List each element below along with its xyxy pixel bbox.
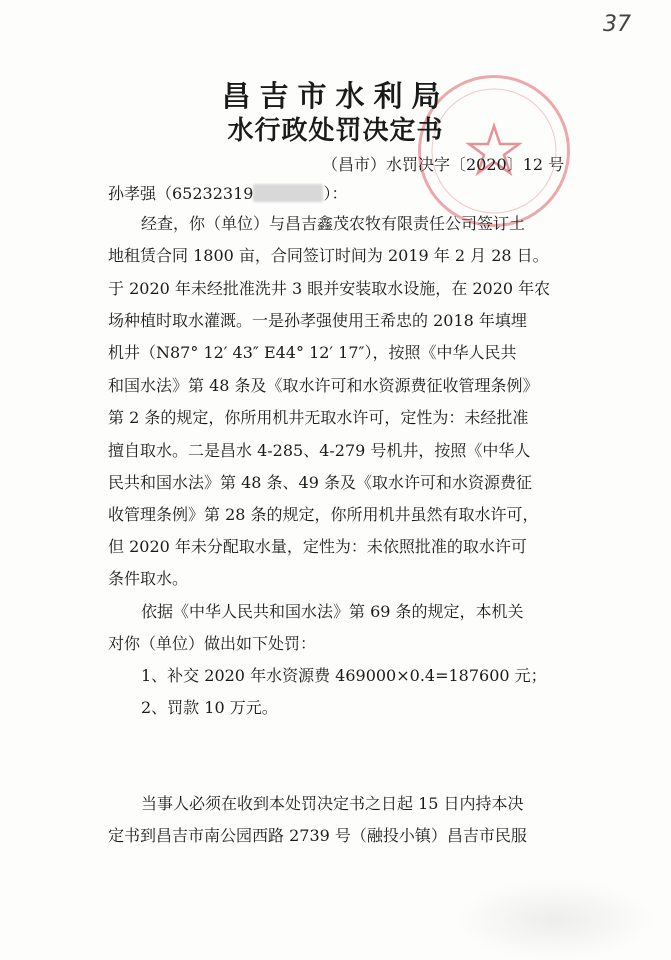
- document-subtitle: 水行政处罚决定书: [227, 116, 444, 146]
- body-line: 依据《中华人民共和国水法》第 69 条的规定，本机关: [141, 602, 524, 621]
- document-title: 昌吉市水利局: [221, 79, 450, 113]
- page-number: 37: [603, 12, 631, 37]
- recipient: [108, 181, 347, 204]
- body-line: 第 2 条的规定，你所用机井无取水许可，定性为：未经批准: [108, 408, 529, 427]
- body-line: 收管理条例》第 28 条的规定，你所用机井虽然有取水许可，: [108, 505, 539, 524]
- body-line: 地租赁合同 1800 亩，合同签订时间为 2019 年 2 月 28 日。: [108, 246, 549, 265]
- document-number: （昌市）水罚决字〔2020〕12 号: [322, 155, 565, 174]
- penalty-item: 2、罚款 10 万元。: [141, 698, 278, 717]
- body-line: 当事人必须在收到本处罚决定书之日起 15 日内持本决: [141, 794, 524, 813]
- body-line: 擅自取水。二是昌水 4-285、4-279 号机井，按照《中华人: [108, 441, 531, 460]
- penalty-item: 1、补交 2020 年水资源费 469000×0.4=187600 元；: [141, 666, 547, 685]
- body-line: 对你（单位）做出如下处罚：: [108, 634, 317, 653]
- redaction-block: [253, 184, 323, 202]
- body-line: 场种植时取水灌溉。一是孙孝强使用王希忠的 2018 年填埋: [108, 311, 527, 330]
- recipient-name: 孙孝强（65232319: [108, 184, 254, 203]
- body-line: 但 2020 年未分配取水量，定性为：未依照批准的取水许可: [108, 537, 527, 556]
- recipient-suffix: ）：: [323, 184, 348, 203]
- body-line: 定书到昌吉市南公园西路 2739 号（融投小镇）昌吉市民服: [108, 826, 527, 845]
- body-line: 经查，你（单位）与昌吉鑫茂农牧有限责任公司签订土: [141, 214, 526, 233]
- scan-smudge: [455, 880, 655, 960]
- body-line: 于 2020 年未经批准洗井 3 眼并安装取水设施，在 2020 年农: [108, 279, 551, 298]
- body-line: 条件取水。: [108, 569, 189, 588]
- body-line: 机井（N87° 12′ 43″ E44° 12′ 17″），按照《中华人民共: [108, 343, 517, 362]
- body-line: 和国水法》第 48 条及《取水许可和水资源费征收管理条例》: [108, 376, 539, 395]
- body-line: 民共和国水法》第 48 条、49 条及《取水许可和水资源费征: [108, 473, 532, 492]
